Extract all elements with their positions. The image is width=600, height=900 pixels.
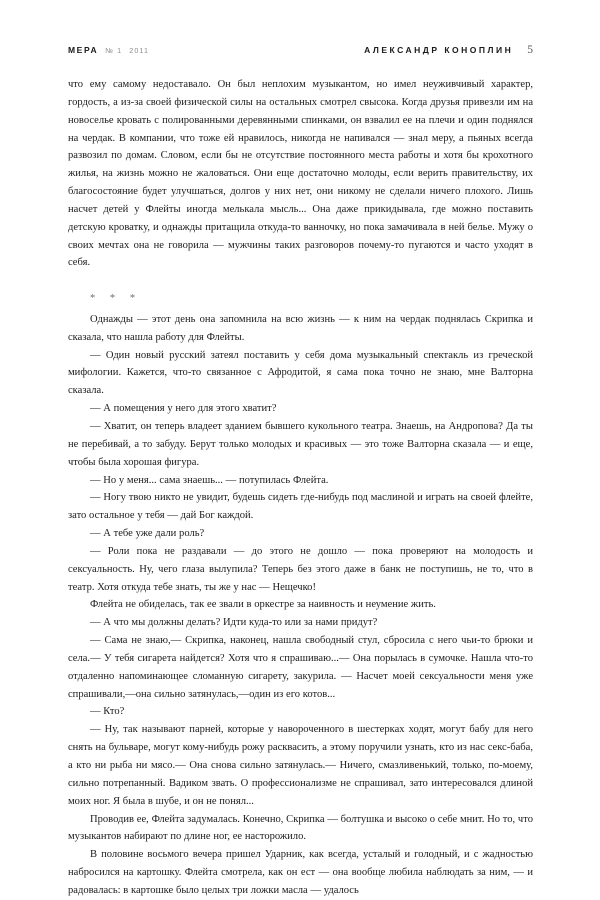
issue-year: 2011: [129, 46, 150, 55]
paragraph: — А что мы должны делать? Идти куда-то или за нами придут?: [90, 617, 378, 629]
body-text-column: [68, 76, 533, 900]
author-name: АЛЕКСАНДР КОНОПЛИН: [364, 45, 514, 55]
paragraph: — А тебе уже дали роль?: [90, 528, 205, 540]
paragraph: Флейта не обиделась, так ее звали в оркестре за наивность и неумение жить.: [90, 599, 436, 611]
paragraph: Однажды — этот день она запомнила на всю жизнь — к ним на чердак поднялась Скрипка и сказала, что нашла работу для Флейты.: [68, 313, 533, 343]
issue-number: № 1: [105, 46, 123, 55]
paragraph: Проводив ее, Флейта задумалась. Конечно, Скрипка — болтушка и высоко о себе мнит. Но то, что музыкантов набирают по длине ног, ее насторожило.: [68, 813, 533, 843]
running-head-left: [68, 45, 149, 55]
page-number: 5: [527, 44, 533, 56]
paragraph: — Хватит, он теперь владеет зданием бывшего кукольного театра. Знаешь, на Андропова? Да ты не перебивай, а то забуду. Берут только молодых и красивых — это тоже Валторна сказала — и еще, чтобы была хорошая фигура.: [68, 420, 533, 468]
paragraph: — Роли пока не раздавали — до этого не дошло — пока проверяют на молодость и сексуальность. Ну, чего глаза вылупила? Теперь без этого даже в банк не поступишь, не то, что в театр. Хотя откуда тебе знать, ты же у нас — Нещечко!: [68, 545, 533, 593]
running-head: [68, 44, 533, 60]
paragraph: — Ну, так называют парней, которые у навороченного в шестерках ходят, могут бабу для него снять на бульваре, могут кому-нибудь рожу расквасить, а этому поручили узнать, кто из нас секс-баба, а кто ни рыба ни мясо.— Она снова сильно затянулась.— Ничего, смазливенький, только, по-моему, сильно потрепанный. Вадиком звать. О профессионализме не спрашивал, зато интересовался длиной моих ног. Я была в шубе, и он не понял...: [68, 724, 533, 807]
journal-title: МЕРА: [68, 45, 99, 55]
paragraph: — А помещения у него для этого хватит?: [90, 403, 277, 415]
running-head-right: [364, 44, 533, 56]
paragraph: — Кто?: [90, 706, 125, 718]
paragraph: — Но у меня... сама знаешь... — потупилась Флейта.: [90, 474, 329, 486]
section-divider-asterisks: * * *: [90, 293, 142, 305]
paragraph: что ему самому недоставало. Он был неплохим музыкантом, но имел неуживчивый характер, гордость, а из-за своей физической силы на остальных смотрел свысока. Когда друзья привезли им на новоселье кровать с полированными деревянными спинками, он взвалил ее на плечи и один поднялся на чердак. В компании, что тоже ей нравилось, никогда не напивался — знал меру, а пьяных всегда развозил по домам. Словом, если бы не отсутствие постоянного места работы и хотя бы крохотного жилья, на жизнь можно не жаловаться. Они еще достаточно молоды, если верить правительству, их благосостояние будет улучшаться, долгов у них нет, они никому не сделали ничего плохого. Лишь насчет детей у Флейты иногда мелькала мысль... Она даже прикидывала, где можно поставить детскую кроватку, и однажды притащила откуда-то ванночку, но пока замачивала в ней белье. Мужу о своих мечтах она не говорила — мужчины таких разговоров почему-то пугаются и часто уходят в себя.: [68, 79, 533, 269]
paragraph: В половине восьмого вечера пришел Ударник, как всегда, усталый и голодный, и с жадностью набросился на картошку. Флейта смотрела, как он ест — она вообще любила наблюдать за ним, — и радовалась: в картошке было целых три ложки масла — удалось: [68, 849, 533, 896]
paragraph: — Ногу твою никто не увидит, будешь сидеть где-нибудь под маслиной и играть на своей флейте, зато остальное у тебя — дай Бог каждой.: [68, 492, 533, 522]
paragraph: — Один новый русский затеял поставить у себя дома музыкальный спектакль из греческой мифологии. Кажется, что-то связанное с Афродитой, я сама пока точно не знаю, мне Валторна сказала.: [68, 349, 533, 397]
paragraph: — Сама не знаю,— Скрипка, наконец, нашла свободный стул, сбросила с него чьи-то брюки и села.— У тебя сигарета найдется? Хотя что я спрашиваю...— Она порылась в сумочке. Нашла что-то отдаленно напоминающее сломанную сигарету, закурила. — Насчет моей сексуальности меня уже спрашивали,—она сильно затянулась,—один из его котов...: [68, 635, 533, 700]
